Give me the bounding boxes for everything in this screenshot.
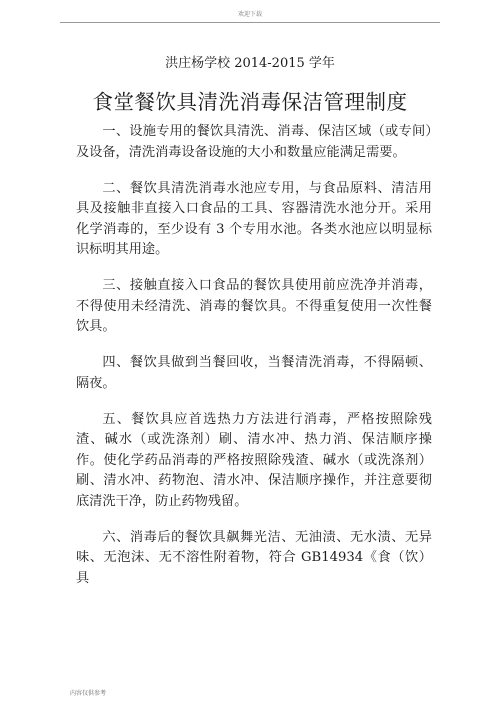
paragraph-6: 六、消毒后的餐饮具飙舞光洁、无油渍、无水渍、无异味、无泡沫、无不溶性附着物，符合 GB14934《食（饮）具 [76, 529, 432, 586]
paragraph-3: 三、接触直接入口食品的餐饮具使用前应洗净并消毒，不得使用未经清洗、消毒的餐饮具。不得重复使用一次性餐饮具。 [76, 278, 432, 334]
paragraph-2: 二、餐饮具清洗消毒水池应专用，与食品原料、清洁用具及接触非直接入口食品的工具、容器清洗水池分开。采用化学消毒的，至少设有 3 个专用水池。各类水池应以明显标识标明其用途。 [76, 180, 432, 257]
paragraph-4: 四、餐饮具做到当餐回收，当餐清洗消毒，不得隔顿、隔夜。 [76, 355, 432, 391]
document-title: 食堂餐饮具清洗消毒保洁管理制度 [92, 90, 408, 114]
header-divider [60, 22, 440, 23]
school-year-line: 洪庄杨学校 2014-2015 学年 [165, 56, 335, 71]
paragraph-1: 一、设施专用的餐饮具清洗、消毒、保洁区域（或专间）及设备，清洗消毒设备设施的大小和数量应能满足需要。 [76, 124, 432, 160]
paragraph-5: 五、餐饮具应首选热力方法进行消毒，严格按照除残渣、碱水（或洗涤剂）刷、清水冲、热力消、保洁顺序操作。使化学药品消毒的严格按照除残渣、碱水（或洗涤剂）刷、清水冲、药物泡、清水冲、保洁顺序操作，并注意要彻底清洗干净，防止药物残留。 [76, 411, 432, 509]
document-body [76, 122, 432, 605]
page-header-text: 欢迎下载 [237, 11, 262, 18]
page-footer-text: 内容仅供参考 [70, 690, 107, 697]
